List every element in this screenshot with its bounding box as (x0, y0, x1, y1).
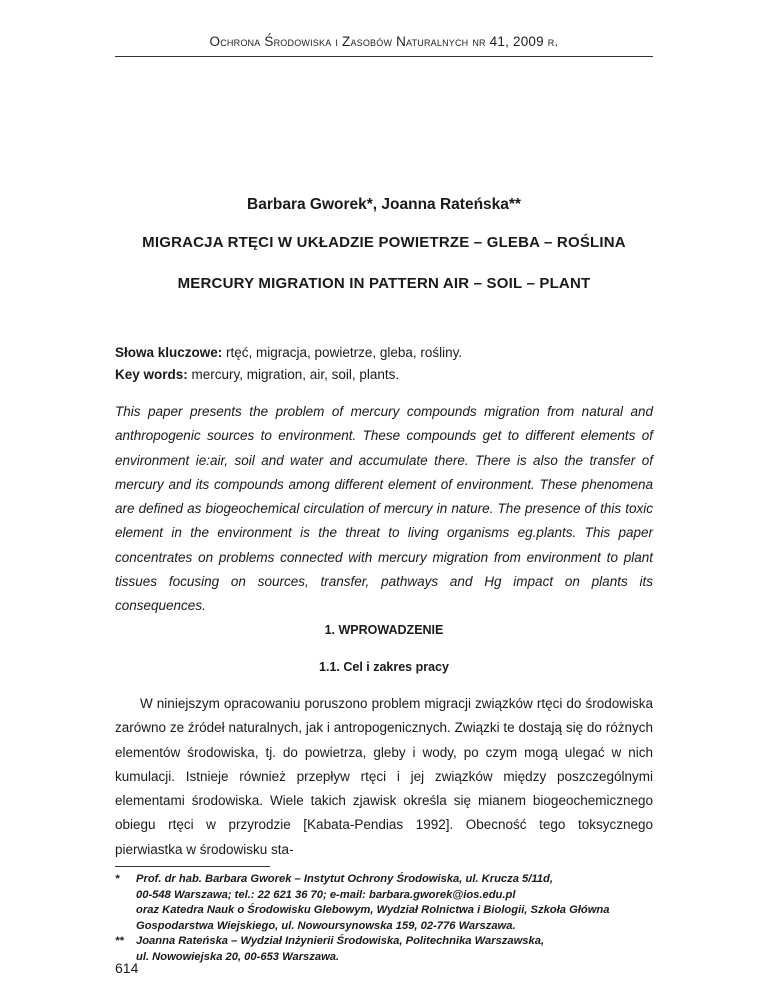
footnote-1-mark: * (115, 873, 120, 885)
keywords-polish (115, 345, 653, 360)
footnotes (115, 872, 653, 965)
abstract: This paper presents the problem of mercury compounds migration from natural and anthropogenic sources to environment. These compounds get to different elements of environment ie:air, soil and water and accumulate there. There is also the transfer of mercury and its compounds among different element of environment. These phenomena are defined as biogeochemical circulation of mercury in nature. The presence of this toxic element in the environment is the threat to living organisms eg.plants. This paper concentrates on problems connected with mercury migration from environment to plant tissues focusing on sources, transfer, pathways and Hg impact on plants its consequences. (115, 404, 653, 614)
page-number: 614 (115, 960, 139, 976)
article-title-english: MERCURY MIGRATION IN PATTERN AIR – SOIL – PLANT (177, 275, 591, 292)
article-title-polish: MIGRACJA RTĘCI W UKŁADZIE POWIETRZE – GLEBA – ROŚLINA (142, 234, 626, 251)
header-rule (115, 56, 653, 57)
running-head: Ochrona Środowiska i Zasobów Naturalnych nr 41, 2009 r. (209, 34, 559, 49)
footnote-2 (115, 934, 653, 965)
footnote-2-mark: ** (115, 935, 124, 947)
keywords-polish-label: Słowa kluczowe: (115, 345, 223, 360)
footnote-rule (115, 866, 270, 867)
footnote-1-line: Prof. dr hab. Barbara Gworek – Instytut Ochrony Środowiska, ul. Krucza 5/11d, (136, 873, 553, 885)
body-paragraph (115, 692, 653, 862)
keywords-english-value: mercury, migration, air, soil, plants. (187, 367, 400, 382)
footnote-1-line: oraz Katedra Nauk o Środowisku Glebowym, Wydział Rolnictwa i Biologii, Szkoła Główna (136, 904, 610, 916)
footnote-1-line: 00-548 Warszawa; tel.: 22 621 36 70; e-mail: barbara.gworek@ios.edu.pl (136, 888, 516, 901)
section-heading-introduction: 1. WPROWADZENIE (324, 623, 444, 637)
keywords-polish-value: rtęć, migracja, powietrze, gleba, rośliny. (222, 345, 463, 360)
keywords-english (115, 367, 653, 382)
footnote-1 (115, 872, 653, 934)
footnote-2-line: Joanna Rateńska – Wydział Inżynierii Środowiska, Politechnika Warszawska, (136, 935, 545, 947)
footnote-2-line: ul. Nowowiejska 20, 00-653 Warszawa. (136, 950, 340, 963)
body-paragraph-text: W niniejszym opracowaniu poruszono problem migracji związków rtęci do środowiska zarówno ze źródeł naturalnych, jak i antropogenicznych. Związki te dostają się do różnych elementów środowiska, tj. do powietrza, gleby i wody, po czym mogą ulegać w nich kumulacji. Istnieje również przepływ rtęci i jej związków między poszczególnymi elementami środowiska. Wiele takich zjawisk określa się mianem biogeochemicznego obiegu rtęci w przyrodzie [Kabata-Pendias 1992]. Obecność tego toksycznego pierwiastka w środowisku sta- (115, 696, 653, 857)
footnote-1-line: Gospodarstwa Wiejskiego, ul. Nowoursynowska 159, 02-776 Warszawa. (136, 919, 516, 932)
subsection-heading-aim-scope: 1.1. Cel i zakres pracy (319, 660, 449, 674)
keywords-english-label: Key words: (115, 367, 188, 382)
article-authors: Barbara Gworek*, Joanna Rateńska** (247, 196, 521, 213)
